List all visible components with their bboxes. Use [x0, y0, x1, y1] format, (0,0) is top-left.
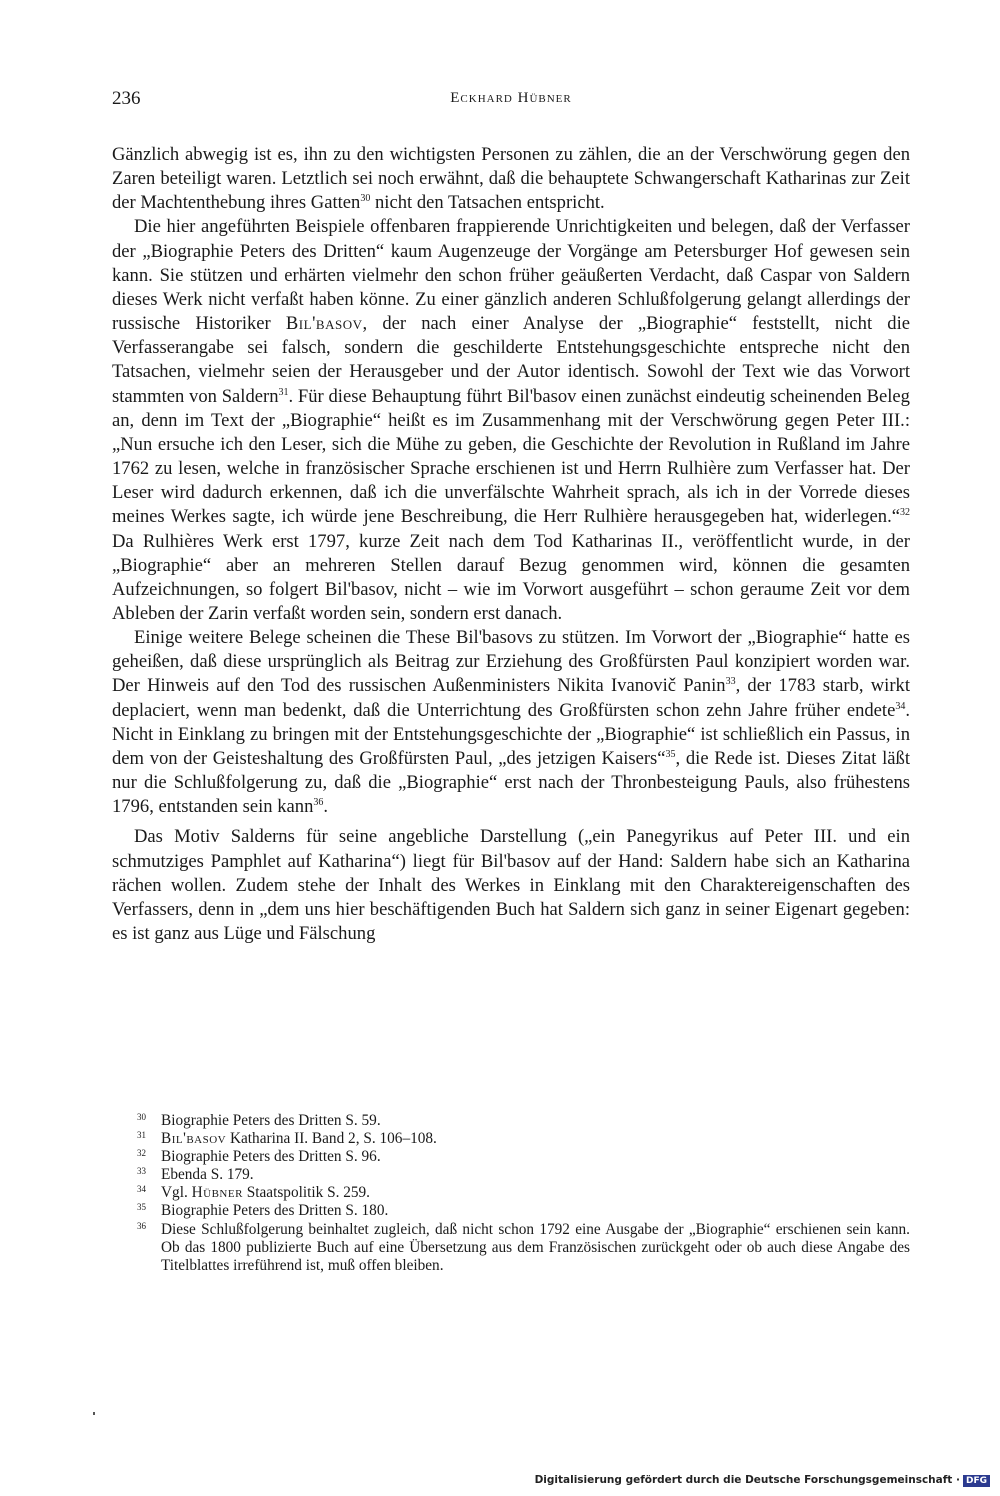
text-run: Da Rulhières Werk erst 1797, kurze Zeit nach dem Tod Katharinas II., veröffentlicht wurde, in der „Biographie“ aber an mehreren Stellen darauf Bezug genommen wird, können die gesamten Aufzeichnungen, so folgert Bil'basov, nicht – wie im Vorwort ausgeführt – schon geraume Zeit vor dem Ableben der Zarin verfaßt worden sein, sondern erst danach. — [112, 530, 910, 624]
footnote-31 — [137, 1130, 910, 1148]
paragraph-3 — [112, 626, 910, 819]
paragraph-1 — [112, 143, 910, 215]
footnote-ref-32[interactable]: 32 — [900, 507, 910, 519]
footnote-text: Biographie Peters des Dritten S. 59. — [161, 1112, 381, 1129]
page-header — [112, 88, 910, 118]
paragraph-4 — [112, 825, 910, 946]
text-run: nicht den Tatsachen entspricht. — [370, 192, 605, 214]
text-run: . Für diese Behauptung führt Bil'basov einen zunächst eindeutig scheinenden Beleg an, denn im Text der „Biographie“ heißt es im Zusammenhang mit der Verschwörung gegen Peter III.: „Nun ersuche ich den Leser, sich die Mühe zu geben, die Geschichte der Revolution in Rußland im Jahre 1762 zu lesen, welche in französischer Sprache erschienen ist und Herrn Rulhière zum Verfasser hat. Der Leser wird dadurch erkennen, daß ich die unverfälschte Wahrheit sprach, als ich in der Vorrede dieses meines Werkes sagte, ich würde jene Beschreibung, die Herr Rulhière herausgegeben hat, widerlegen.“ — [112, 385, 910, 528]
footnote-32 — [137, 1148, 910, 1166]
footnote-34 — [137, 1184, 910, 1202]
text-run: Gänzlich abwegig ist es, ihn zu den wichtigsten Personen zu zählen, die an der Verschwörung gegen den Zaren beteiligt waren. Letztlich sei noch erwähnt, daß die behauptete Schwangerschaft Katharinas zur Zeit der Machtenthebung ihres Gatten — [112, 144, 910, 214]
footnote-text: Staatspolitik S. 259. — [242, 1184, 370, 1202]
footnote-text: Ebenda S. 179. — [161, 1166, 254, 1184]
text-run: , der nach einer Analyse der „Biographie“ feststellt, nicht die Verfasserangabe sei falsch, sondern die geschilderte Entstehungsgeschichte entspreche nicht den Tatsachen, vielmehr seien der Herausgeber und der Autor identisch. Sowohl der Text wie das Vorwort stammten von Saldern — [112, 313, 911, 407]
footnote-30 — [137, 1112, 910, 1130]
footnotes — [137, 1112, 910, 1275]
footnote-number: 31 — [137, 1130, 146, 1141]
text-run: , die Rede ist. Dieses Zitat läßt nur die Schlußfolgerung zu, daß die „Biographie“ erst nach der Thronbesteigung Pauls, also frühestens 1796, entstanden sein kann — [112, 747, 910, 818]
footnote-ref-36[interactable]: 36 — [313, 797, 324, 809]
footnote-text: Katharina II. Band 2, S. 106–108. — [226, 1130, 437, 1148]
footnote-text: Biographie Peters des Dritten S. 96. — [161, 1148, 381, 1166]
page-number: 236 — [112, 88, 141, 109]
footnote-number: 30 — [137, 1112, 146, 1122]
scan-speck — [93, 1412, 95, 1415]
footnote-ref-33[interactable]: 33 — [725, 676, 736, 688]
text-run: . Nicht in Einklang zu bringen mit der Entstehungsgeschichte der „Biographie“ ist schließlich ein Passus, in dem von der Geisteshaltung des Großfürsten Paul, „des jetzigen Kaisers“ — [112, 699, 910, 769]
footnote-ref-30[interactable]: 30 — [360, 193, 371, 205]
author-name: Bil'basov — [285, 313, 363, 335]
author-name: Hübner — [191, 1184, 243, 1202]
footnote-number: 33 — [137, 1166, 146, 1177]
footnote-36 — [137, 1221, 910, 1275]
credit-text: Digitalisierung gefördert durch die Deutsche Forschungsgemeinschaft · — [534, 1474, 960, 1486]
footnote-text: Diese Schlußfolgerung beinhaltet zugleich, daß nicht schon 1792 eine Ausgabe der „Biographie“ erschienen sein kann. Ob das 1800 publizierte Buch auf eine Übersetzung aus dem Französischen zurückgeht oder ob auch diese Angabe des Titelblattes irreführend ist, muß offen bleiben. — [161, 1220, 910, 1274]
main-text — [112, 143, 910, 946]
footnote-text: Vgl. — [161, 1184, 192, 1202]
paragraph-2 — [112, 215, 910, 626]
text-run: , der 1783 starb, wirkt deplaciert, wenn man bedenkt, daß die Unterrichtung des Großfürsten schon zehn Jahre früher endete — [112, 675, 910, 721]
footnote-number: 36 — [137, 1220, 146, 1231]
text-run: Die hier angeführten Beispiele offenbaren frappierende Unrichtigkeiten und belegen, daß der Verfasser der „Biographie Peters des Dritten“ kaum Augenzeuge der Vorgänge am Petersburger Hof gewesen sein kann. Sie stützen und erhärten vielmehr den schon früher geäußerten Verdacht, daß Caspar von Saldern dieses Werk nicht verfaßt haben könne. Zu einer gänzlich anderen Schlußfolgerung gelangt allerdings der russische Historiker — [112, 216, 910, 335]
digitization-credit — [535, 1474, 990, 1487]
footnote-35 — [137, 1202, 910, 1220]
author-name: Bil'basov — [161, 1130, 227, 1148]
footnote-ref-34[interactable]: 34 — [895, 700, 906, 712]
footnote-ref-35[interactable]: 35 — [665, 748, 676, 760]
text-run: Das Motiv Salderns für seine angebliche Darstellung („ein Panegyrikus auf Peter III. und ein schmutziges Pamphlet auf Katharina“) liegt für Bil'basov auf der Hand: Saldern habe sich an Katharina rächen wollen. Zudem stehe der Inhalt des Werkes in Einklang mit den Charaktereigenschaften des Verfassers, denn in „dem uns hier beschäftigenden Buch hat Saldern sich ganz in seiner Eigenart gegeben: es ist ganz aus Lüge und Fälschung — [112, 826, 910, 944]
footnote-number: 32 — [137, 1148, 146, 1159]
text-run: . — [323, 796, 329, 818]
running-head: Eckhard Hübner — [450, 90, 572, 106]
footnote-number: 34 — [137, 1184, 146, 1195]
footnote-number: 35 — [137, 1202, 146, 1213]
footnote-ref-31[interactable]: 31 — [278, 386, 289, 398]
text-run: Einige weitere Belege scheinen die These Bil'basovs zu stützen. Im Vorwort der „Biographie“ hatte es geheißen, daß diese ursprünglich als Beitrag zur Erziehung des Großfürsten Paul konzipiert worden war. Der Hinweis auf den Tod des russischen Außenministers Nikita Ivanovič Panin — [112, 627, 910, 697]
footnote-text: Biographie Peters des Dritten S. 180. — [161, 1202, 389, 1220]
footnote-33 — [137, 1166, 910, 1184]
dfg-logo: DFG — [963, 1475, 990, 1487]
